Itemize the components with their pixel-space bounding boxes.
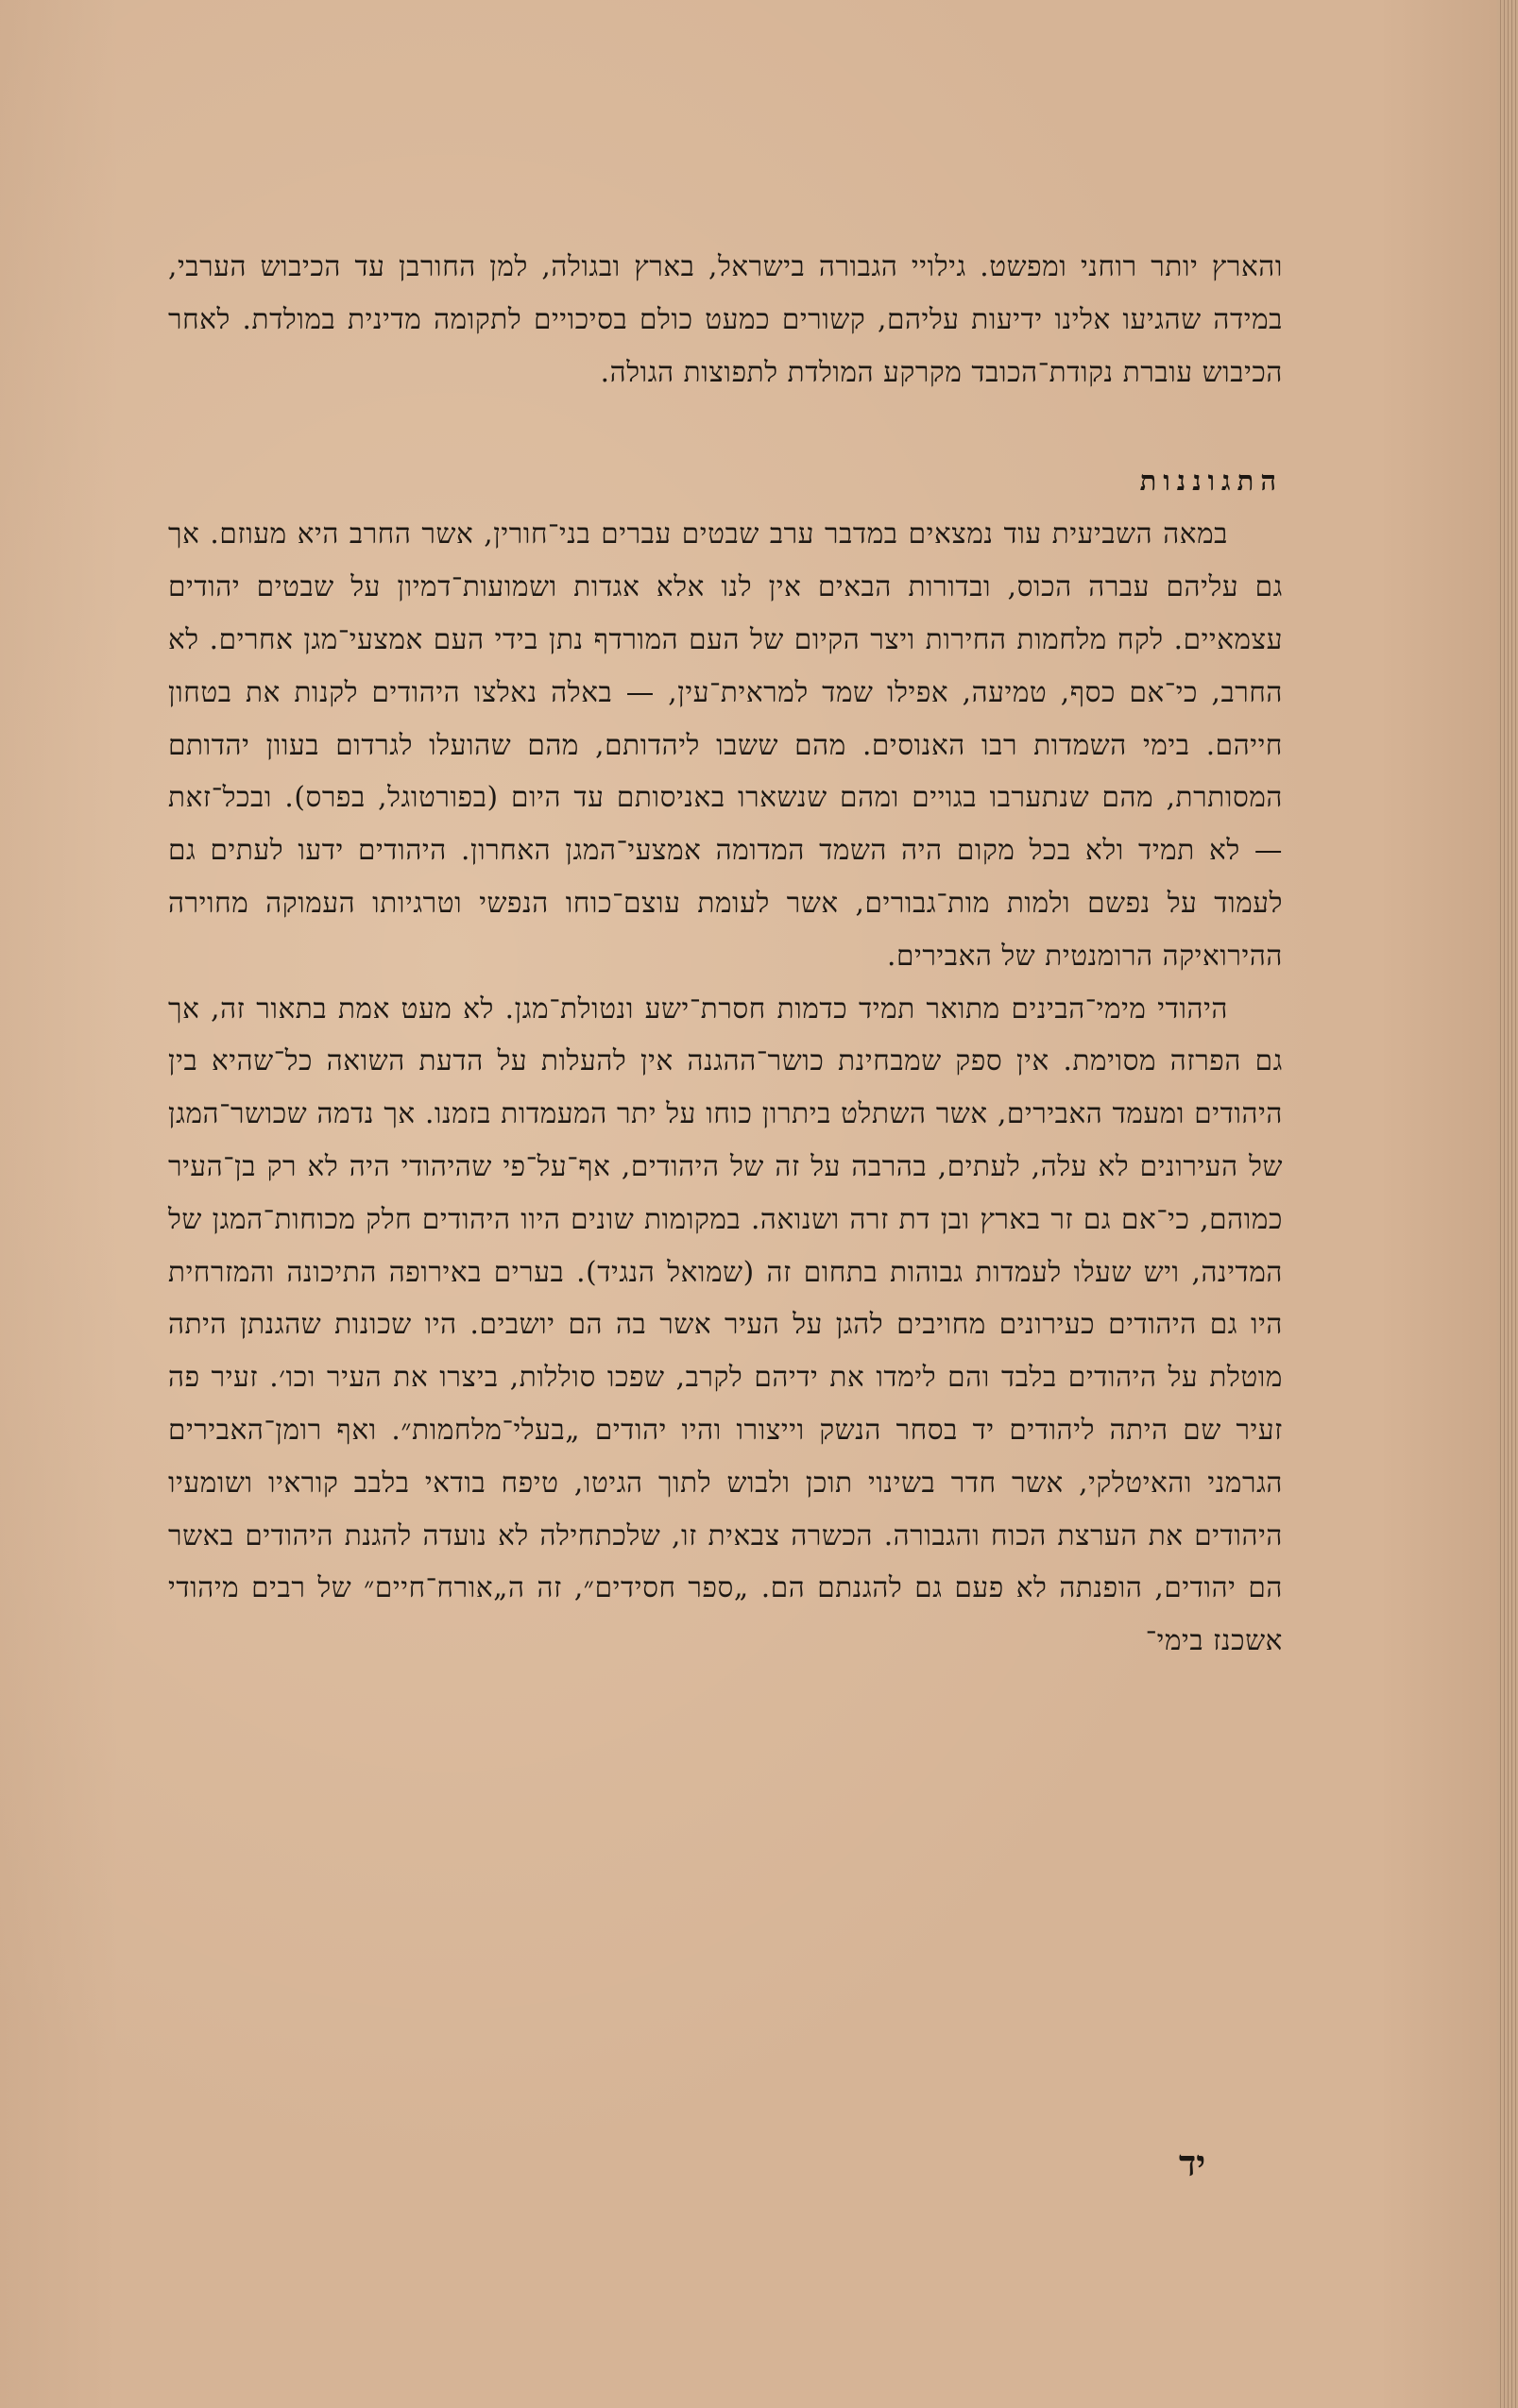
page-number: יד bbox=[1179, 2142, 1206, 2184]
section-title: התגוננות bbox=[1139, 465, 1283, 498]
intro-paragraph: והארץ יותר רוחני ומפשט. גילויי הגבורה בישראל, בארץ ובגולה, למן החורבן עד הכיבוש הערבי, במידה שהגיעו אלינו ידיעות עליהם, קשורים כמעט כולם בסיכויים לתקומה מדינית במולדת. לאחר הכיבוש עוברת נקודת־הכובד מקרקע המולדת לתפוצות הגולה. bbox=[168, 250, 1283, 388]
body-paragraph-1: במאה השביעית עוד נמצאים במדבר ערב שבטים עברים בני־חורין, אשר החרב היא מעוזם. אך גם עליהם עברה הכוס, ובדורות הבאים אין לנו אלא אגדות ושמועות־דמיון על שבטים יהודים עצמאיים. לקח מלחמות החירות ויצר הקיום של העם המורדף נתן בידי העם אמצעי־מגן אחרים. לא החרב, כי־אם כסף, טמיעה, אפילו שמד למראית־עין, — באלה נאלצו היהודים לקנות את בטחון חייהם. בימי השמדות רבו האנוסים. מהם ששבו ליהדותם, מהם שהועלו לגרדום בעוון יהדותם המסותרת, מהם שנתערבו בגויים ומהם שנשארו באניסותם עד היום (בפורטוגל, בפרס). ובכל־זאת — לא תמיד ולא בכל מקום היה השמד המדומה אמצעי־המגן האחרון. היהודים ידעו לעתים גם לעמוד על נפשם ולמות מות־גבורים, אשר לעומת עוצם־כוחו הנפשי וטרגיותו העמוקה מחוירה ההירואיקה הרומנטית של האבירים. bbox=[168, 517, 1283, 972]
text-column bbox=[168, 241, 1283, 1668]
body-paragraph-2: היהודי מימי־הבינים מתואר תמיד כדמות חסרת־ישע ונטולת־מגן. לא מעט אמת בתאור זה, אך גם הפרזה מסוימת. אין ספק שמבחינת כושר־ההגנה אין להעלות על הדעת השואה כל־שהיא בין היהודים ומעמד האבירים, אשר השתלט ביתרון כוחו על יתר המעמדות בזמנו. אך נדמה שכושר־המגן של העירונים לא עלה, לעתים, בהרבה על זה של היהודים, אף־על־פי שהיהודי היה לא רק בן־העיר כמוהם, כי־אם גם זר בארץ ובן דת זרה ושנואה. במקומות שונים היוו היהודים חלק מכוחות־המגן של המדינה, ויש שעלו לעמדות גבוהות בתחום זה (שמואל הנגיד). בערים באירופה התיכונה והמזרחית היו גם היהודים כעירונים מחויבים להגן על העיר אשר בה הם יושבים. היו שכונות שהגנתן היתה מוטלת על היהודים בלבד והם לימדו את ידיהם לקרב, שפכו סוללות, ביצרו את העיר וכו׳. זעיר פה זעיר שם היתה ליהודים יד בסחר הנשק וייצורו והיו יהודים „בעלי־מלחמות״. ואף רומן־האבירים הגרמני והאיטלקי, אשר חדר בשינוי תוכן ולבוש לתוך הגיטו, טיפח בודאי בלבב קוראיו ושומעיו היהודים את הערצת הכוח והגבורה. הכשרה צבאית זו, שלכתחילה לא נועדה להגנת היהודים באשר הם יהודים, הופנתה לא פעם גם להגנתם הם. „ספר חסידים״, זה ה„אורח־חיים״ של רבים מיהודי אשכנז בימי־ bbox=[168, 992, 1283, 1657]
page-stack-edge bbox=[1497, 0, 1518, 2408]
